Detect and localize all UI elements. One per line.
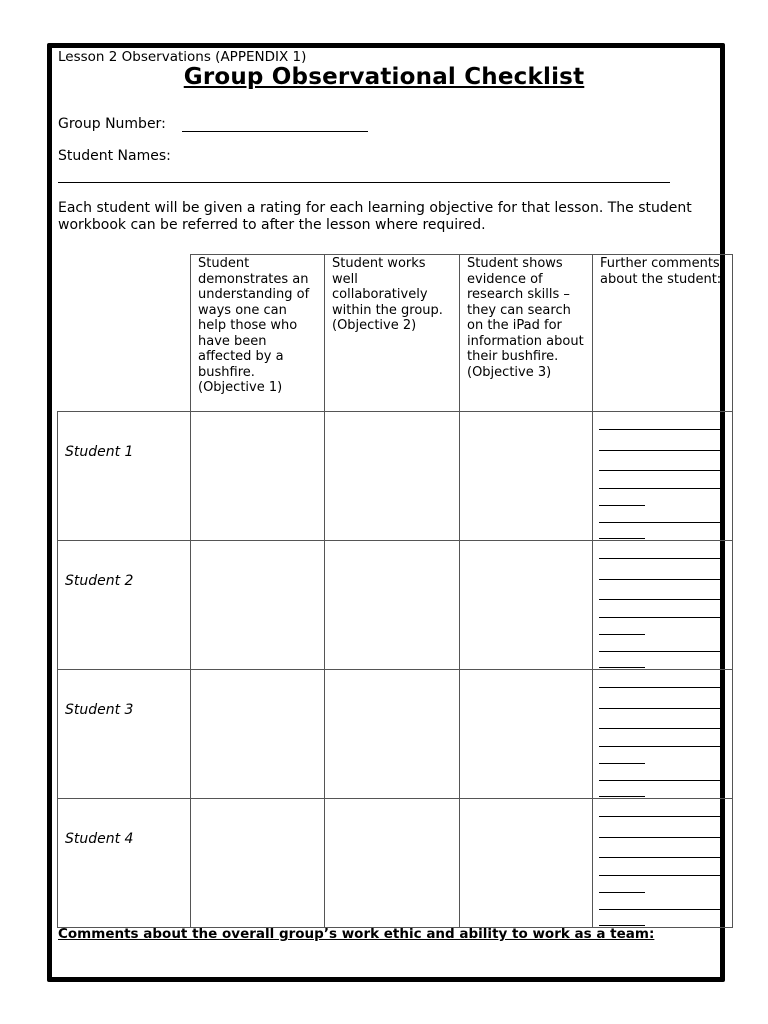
comment-cell[interactable]: [593, 799, 733, 928]
comment-cell[interactable]: [593, 670, 733, 799]
rating-cell[interactable]: [191, 799, 325, 928]
row-label-student-1: Student 1: [58, 412, 191, 541]
rating-cell[interactable]: [325, 541, 460, 670]
row-label-student-3: Student 3: [58, 670, 191, 799]
column-header-comments: Further comments about the student:: [593, 255, 733, 412]
comment-cell[interactable]: [593, 541, 733, 670]
rating-cell[interactable]: [191, 541, 325, 670]
group-number-field[interactable]: [182, 131, 368, 132]
rating-cell[interactable]: [325, 412, 460, 541]
table-header-row: [58, 255, 733, 412]
instructions-text: Each student will be given a rating for each learning objective for that lesson. The student workbook can be referred to after the lesson where required.: [58, 200, 692, 233]
comment-cell[interactable]: [593, 412, 733, 541]
row-label-student-2: Student 2: [58, 541, 191, 670]
row-label-student-4: Student 4: [58, 799, 191, 928]
table-row: [58, 412, 733, 541]
page-title: Group Observational Checklist: [183, 64, 585, 90]
rating-cell[interactable]: [325, 670, 460, 799]
table-row: [58, 799, 733, 928]
observation-table: [57, 254, 733, 928]
rating-cell[interactable]: [191, 412, 325, 541]
overall-comments-label: Comments about the overall group’s work ethic and ability to work as a team:: [58, 926, 655, 942]
rating-cell[interactable]: [460, 799, 593, 928]
student-names-label: Student Names:: [58, 148, 171, 164]
column-header-objective-1: Student demonstrates an understanding of ways one can help those who have been affected by a bushfire. (Objective 1): [191, 255, 325, 412]
rating-cell[interactable]: [325, 799, 460, 928]
table-row: [58, 670, 733, 799]
column-header-objective-3: Student shows evidence of research skills – they can search on the iPad for information about their bushfire. (Objective 3): [460, 255, 593, 412]
column-header-objective-2: Student works well collaboratively within the group. (Objective 2): [325, 255, 460, 412]
table-row: [58, 541, 733, 670]
rating-cell[interactable]: [460, 412, 593, 541]
rating-cell[interactable]: [460, 670, 593, 799]
corner-cell: [58, 255, 191, 412]
lesson-label: Lesson 2 Observations (APPENDIX 1): [58, 49, 307, 65]
rating-cell[interactable]: [191, 670, 325, 799]
student-names-field[interactable]: [58, 182, 670, 183]
rating-cell[interactable]: [460, 541, 593, 670]
group-number-label: Group Number:: [58, 116, 166, 132]
